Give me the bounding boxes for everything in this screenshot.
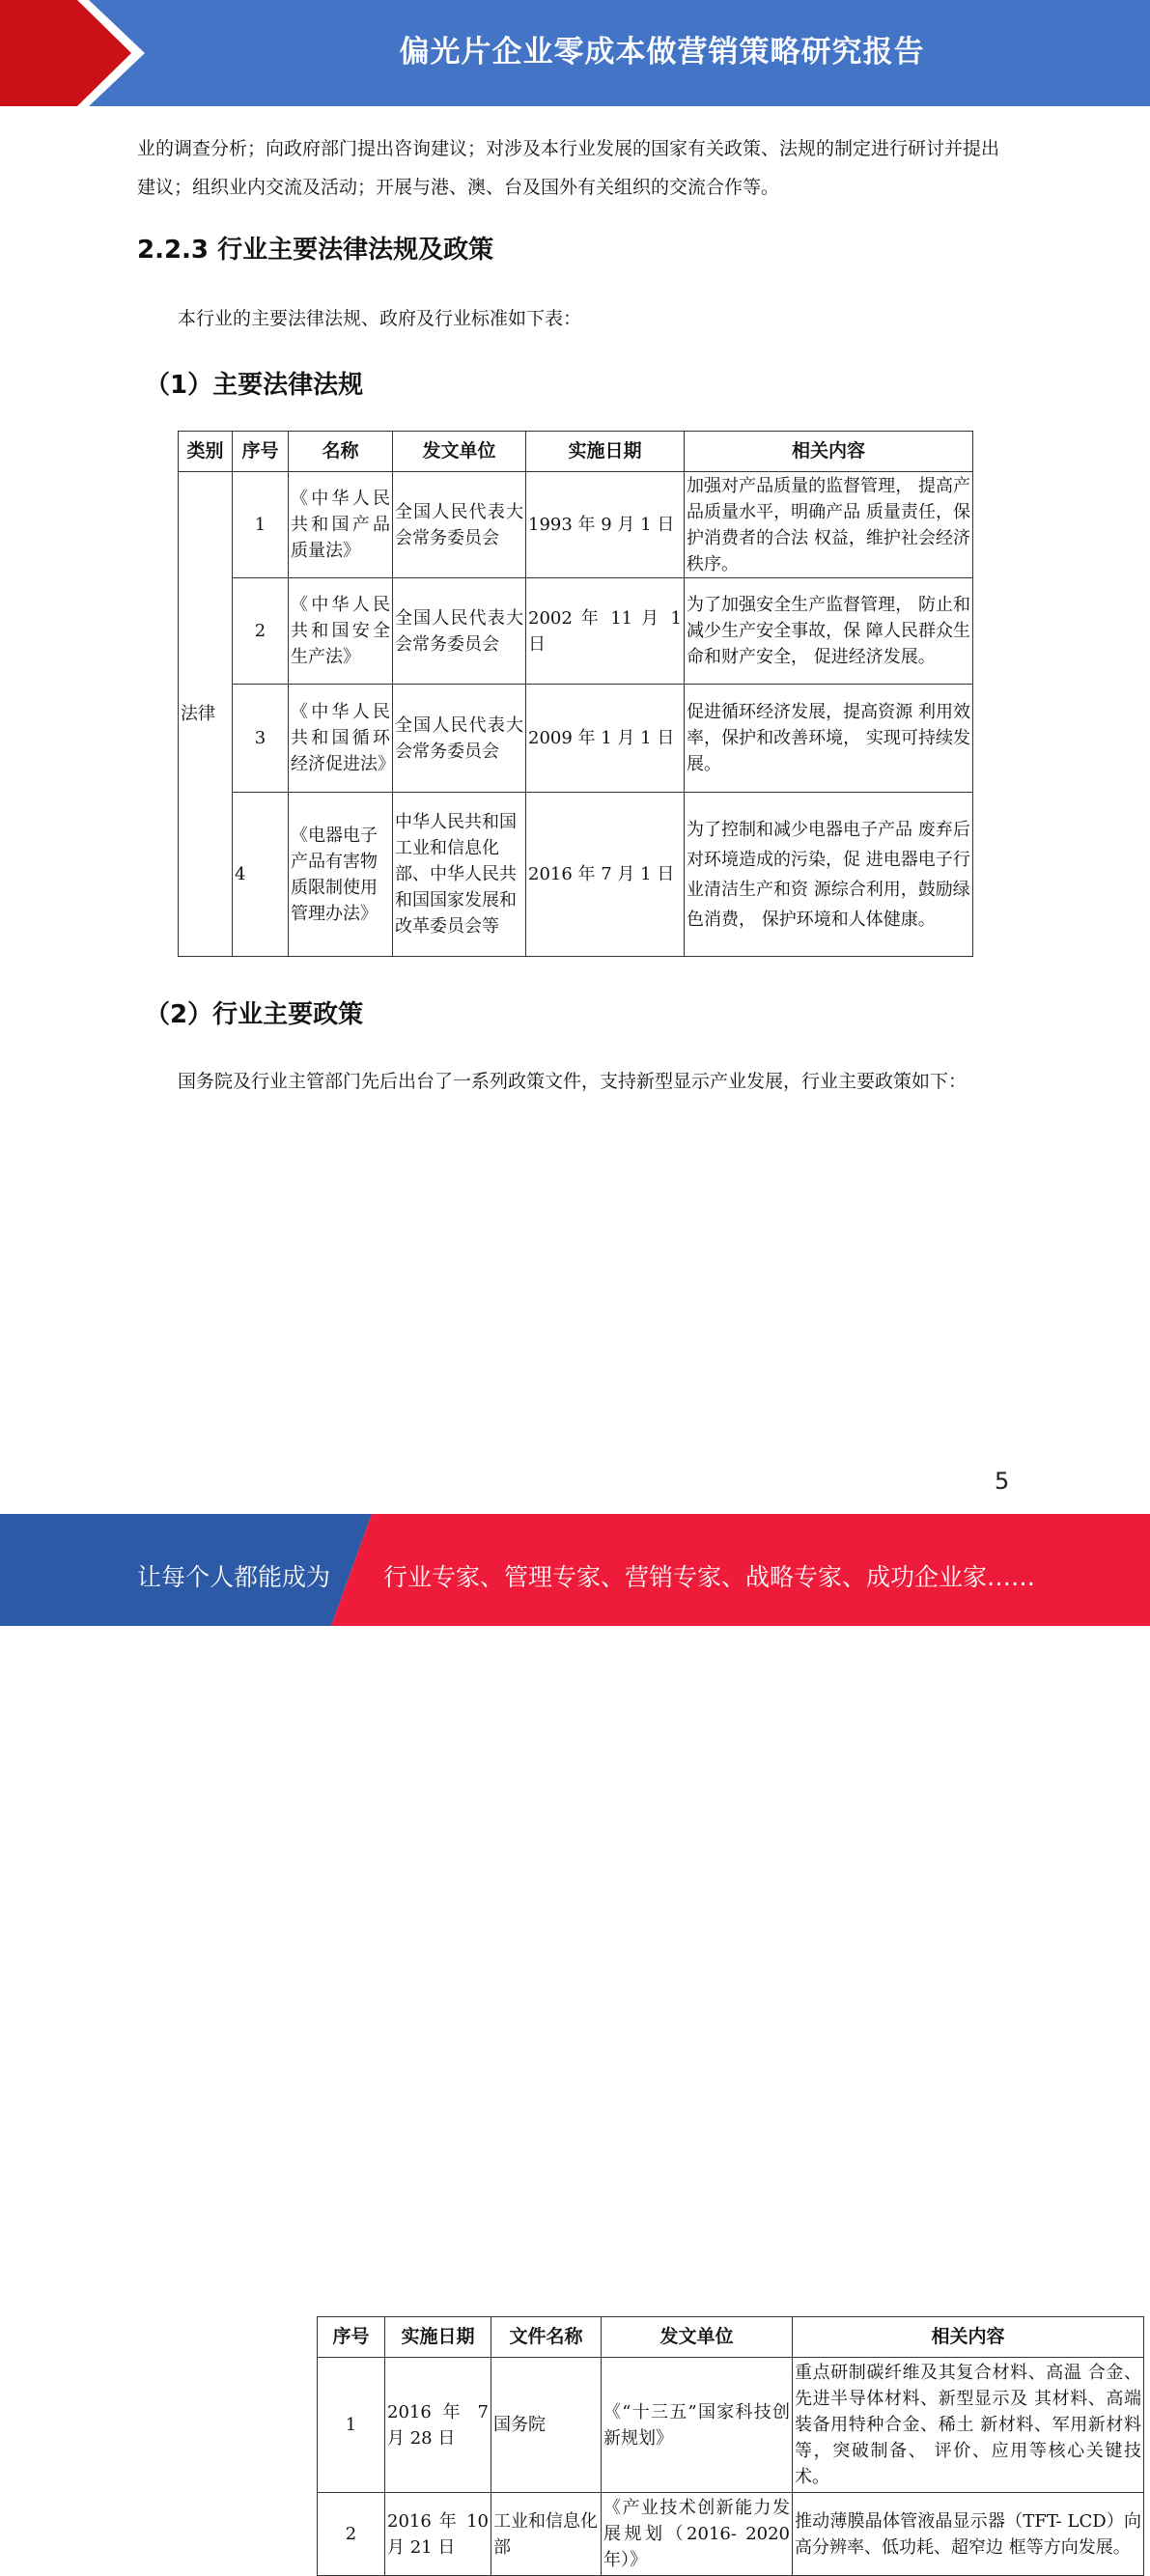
- law-date: 2016 年 7 月 1 日: [526, 793, 685, 957]
- law-content: 为了加强安全生产监督管理， 防止和减少生产安全事故，保 障人民群众生命和财产安全， 促进经济发展。: [685, 578, 973, 685]
- law-name: 《中华人民共和国循环经济促进法》: [289, 685, 393, 793]
- table-row: [179, 578, 973, 685]
- report-title: 偏光片企业零成本做营销策略研究报告: [399, 35, 925, 70]
- law-date: 2002 年 11 月 1 日: [526, 578, 685, 685]
- law-date: 2009 年 1 月 1 日: [526, 685, 685, 793]
- policy-doc-name: 国务院: [491, 2358, 602, 2493]
- row-no: 2: [233, 578, 289, 685]
- row-no: 1: [318, 2358, 385, 2493]
- policy-issuer: 《产业技术创新能力发展规划（2016- 2020 年）》: [602, 2493, 793, 2576]
- footer-banner: [0, 1514, 1150, 1626]
- law-content: 加强对产品质量的监督管理， 提高产品质量水平，明确产品 质量责任，保护消费者的合法 权益，维护社会经济秩序。: [685, 472, 973, 578]
- law-issuer: 全国人民代表大会常务委员会: [393, 578, 526, 685]
- law-date: 1993 年 9 月 1 日: [526, 472, 685, 578]
- law-issuer: 全国人民代表大会常务委员会: [393, 472, 526, 578]
- col-header-no: 序号: [233, 432, 289, 472]
- law-issuer: 全国人民代表大会常务委员会: [393, 685, 526, 793]
- intro-paragraph: 业的调查分析；向政府部门提出咨询建议；对涉及本行业发展的国家有关政策、法规的制定进行研讨并提出建议；组织业内交流及活动；开展与港、澳、台及国外有关组织的交流合作等。: [137, 138, 1000, 198]
- law-name: 《中华人民共和国产品质量法》: [289, 472, 393, 578]
- col-header-date: 实施日期: [385, 2317, 491, 2358]
- laws-heading: （1）主要法律法规: [145, 371, 364, 400]
- col-header-issuer: 发文单位: [602, 2317, 793, 2358]
- laws-table: [178, 431, 973, 957]
- col-header-category: 类别: [179, 432, 233, 472]
- col-header-content: 相关内容: [685, 432, 973, 472]
- policy-table: [317, 2316, 1144, 2576]
- policy-date: 2016 年 10 月 21 日: [385, 2493, 491, 2576]
- law-content: 促进循环经济发展，提高资源 利用效率，保护和改善环境， 实现可持续发展。: [685, 685, 973, 793]
- header-banner: [0, 0, 1150, 106]
- footer-slogan-right: 行业专家、管理专家、营销专家、战略专家、成功企业家……: [383, 1563, 1036, 1591]
- policy-issuer: 《“十三五”国家科技创新规划》: [602, 2358, 793, 2493]
- col-header-date: 实施日期: [526, 432, 685, 472]
- law-name: 《中华人民共和国安全生产法》: [289, 578, 393, 685]
- category-cell: 法律: [179, 472, 233, 957]
- policies-heading: （2）行业主要政策: [145, 1000, 364, 1029]
- policy-content: 重点研制碳纤维及其复合材料、高温 合金、先进半导体材料、新型显示及 其材料、高端装备用特种合金、稀土 新材料、军用新材料等，突破制备、 评价、应用等核心关键技术。: [793, 2358, 1144, 2493]
- law-content: 为了控制和减少电器电子产品 废弃后对环境造成的污染，促 进电器电子行业清洁生产和资 源综合利用，鼓励绿色消费， 保护环境和人体健康。: [685, 793, 973, 957]
- law-name: 《电器电子产品有害物质限制使用管理办法》: [289, 793, 393, 957]
- table-row: [179, 472, 973, 578]
- table-row: [318, 2493, 1144, 2576]
- col-header-content: 相关内容: [793, 2317, 1144, 2358]
- col-header-no: 序号: [318, 2317, 385, 2358]
- policies-intro: 国务院及行业主管部门先后出台了一系列政策文件，支持新型显示产业发展，行业主要政策如下：: [178, 1071, 968, 1092]
- page-number: 5: [995, 1468, 1010, 1495]
- policy-doc-name: 工业和信息化部: [491, 2493, 602, 2576]
- col-header-name: 名称: [289, 432, 393, 472]
- table-row: [179, 685, 973, 793]
- policy-content: 推动薄膜晶体管液晶显示器（TFT- LCD）向高分辨率、低功耗、超窄边 框等方向发展。: [793, 2493, 1144, 2576]
- col-header-doc-name: 文件名称: [491, 2317, 602, 2358]
- section-heading: 2.2.3 行业主要法律法规及政策: [137, 236, 494, 265]
- row-no: 1: [233, 472, 289, 578]
- section-intro: 本行业的主要法律法规、政府及行业标准如下表：: [178, 308, 582, 329]
- law-issuer: 中华人民共和国工业和信息化部、中华人民共和国国家发展和改革委员会等: [393, 793, 526, 957]
- footer-slogan-left: 让每个人都能成为: [137, 1563, 331, 1591]
- table-header-row: [318, 2317, 1144, 2358]
- row-no: 4: [233, 793, 289, 957]
- row-no: 2: [318, 2493, 385, 2576]
- policy-date: 2016 年 7 月 28 日: [385, 2358, 491, 2493]
- table-header-row: [179, 432, 973, 472]
- table-row: [179, 793, 973, 957]
- header-arrow-decoration: [0, 0, 154, 106]
- row-no: 3: [233, 685, 289, 793]
- table-row: [318, 2358, 1144, 2493]
- col-header-issuer: 发文单位: [393, 432, 526, 472]
